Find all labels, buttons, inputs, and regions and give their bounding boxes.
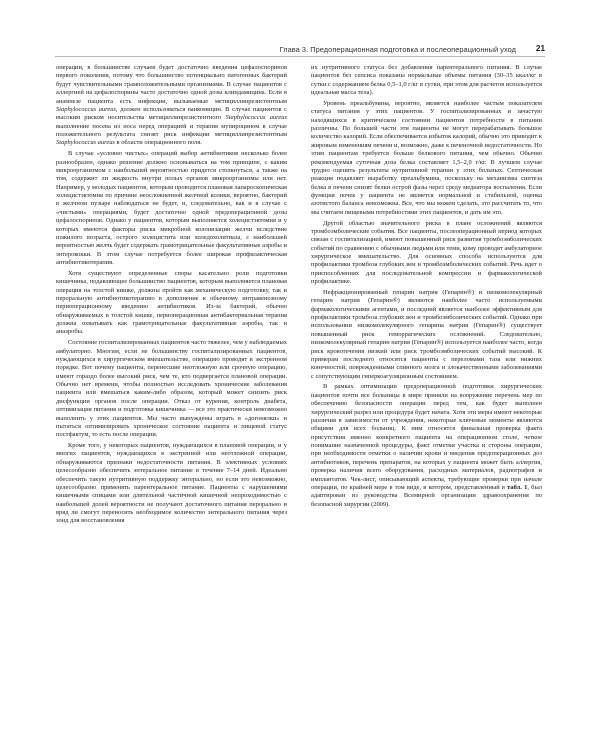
paragraph-text: В рамках оптимизации предоперационной подготовки хирургических пациентов почти все больницы в мире приняли на вооружение перечень мер по обеспечению безопасности операции перед тем, как будет выполнен хирургический разрез или процедура будет начата. Хотя эти меры имеют некоторые различия в зависимости от учреждения, некоторые ключевые моменты являются общими для всех больниц. К ним относятся финальная проверка факта присутствия именно конкретного пациента на операционном столе, четкое понимание назначенной процедуры, факт отметки участка и стороны операции, при необходимости отметки о наличии крови и введения предоперационных доз антибиотиков, перечень препаратов, на которых у пациента может быть аллергия, проверка наличия всего оборудования, расходных материалов, радиографов и имплантатов. Чек-лист, описывающий аспекты, требующие проверки при начале операции, по крайней мере в том виде, в котором, представленный в xyxy=(311,383,542,491)
paragraph xyxy=(56,64,287,148)
paragraph xyxy=(56,150,287,267)
paragraph-text: их нутритивного статуса без добавления парентерального питания. В случае пациентов без сепсиса показаны нормальные объемы питания (30–35 ккал/кг в сутки с содержанием белка 0,5–1,0 г/кг в сутки, при этом для расчетов используется идеальная масса тела). xyxy=(311,64,542,97)
paragraph-text: , должен использоваться ванкомицин. В случае пациентов с высоким риском носительства метициллинрезистентного xyxy=(56,105,287,122)
paragraph-text: , был адаптирован из руководства Всемирной организации здравоохранения по безопасной хирургии (2009). xyxy=(311,483,542,508)
paragraph-text: Нефракционированный гепарин натрия (Гепарин®) и низкомолекулярный гепарин натрия (Гепарин®) являются наиболее часто используемыми фармакологическими агентами, и последний является наиболее эффективным для профилактики тромбоза глубоких вен и тромбоэмболических событий. Однако при использовании низкомолекулярного гепарина натрия (Гепарин®) существует повышенный риск геморрагических осложнений. Следовательно, низкомолекулярный гепарин натрия (Гепарин®) используется наиболее часто, когда риск кровотечения низкий или риск тромбоэмболических событий высокий. К примерам последнего относятся пациенты с переломами таза или нижних конечностей, поврежденными спинного мозга и злокачественными заболеваниями с сопутствующим гиперкоагуляционным состоянием. xyxy=(311,288,542,380)
paragraph-text: выполнение посева из носа перед операцией и терапия мупироцином в случае положительного результата снизят риск инфекции метициллинрезистентным xyxy=(56,122,287,138)
paragraph-text: Уровень преальбумина, вероятно, является наиболее частым показателем статуса питания у этих пациентов. У госпитализированных и зачастую находящихся в критическом состоянии пациентов потребности в питании различны. По большей части эти пациенты не могут перерабатывать большое количество калорий. Если обеспечивается избыток калорий, обычно это приводит к жировым изменениям печени и, возможно, даже к печеночной недостаточности. Но этим пациентам требуется больше белкового питания, чем обычно. Обычно рекомендуемая суточная доза белка составляет 1,5–2,0 г/кг. В лучшем случае трудно оценить результаты нутритивной терапии у этих больных. Септическая реакция подавляет выработку преальбумина, поскольку на механизмы синтеза белка в печени снизят белки острой фазы через среду медиатора воспаления. Если функция почек у пациента не является нормальной и стабильной, оценка азотистого баланса невозможна. Все, что мы можем сделать, это рассчитать то, что мы считаем пищевыми потребностями этих пациентов, и дать им это. xyxy=(311,99,542,216)
paragraph xyxy=(311,383,542,509)
right-column xyxy=(311,64,542,509)
table-reference: табл. 1 xyxy=(507,483,528,491)
paragraph-text: Кроме того, у некоторых пациентов, нуждающихся в плановой операции, и у многих пациентов, нуждающихся в экстренной или неотложной операции, обнаруживаются признаки недостаточности питания. В элективных условиях целесообразно обеспечить энтеральное питание в течение 7–14 дней. Идеально обеспечить такую нутритивную поддержку энтерально, но если это невозможно, целесообразно применять парентеральное питание. Пациенты с нарушениями кишечными спицами или длительной частичной кишечной непроходимостью с наибольшей долей вероятности не получают достаточного питания перорально и вряд ли смогут переносить необходимое количество энтерального питания через зонд для восстановления xyxy=(56,442,287,525)
italic-term: Staphylococcus aureus xyxy=(56,139,115,147)
paragraph-text: Другой областью значительного риска в плане осложнений являются тромбоэмболические события. Все пациенты, послеоперационный период которых связан с госпитализацией, имеют повышенный риск развития тромбоэмболических событий по сравнению с обычными людьми или теми, кому проводят амбулаторное хирургическое вмешательство. Для основных способа используются для профилактики тромбоза глубоких вен и тромбоэмболических событий. Речь идет о приспособлениях для последовательной компрессии и фармакологической профилактике. xyxy=(311,219,542,286)
italic-term: Staphylococcus aureus xyxy=(225,114,287,122)
header-rule xyxy=(55,56,545,57)
paragraph xyxy=(311,220,542,287)
paragraph xyxy=(311,100,542,217)
paragraph xyxy=(56,339,287,440)
paragraph xyxy=(311,64,542,98)
paragraph-text: Состояние госпитализированных пациентов часто тяжелее, чем у наблюдаемых амбулаторно. Многим, если не большинству госпитализированных пациентов, нуждающихся в хирургическом вмешательстве, операцию проводят в экстренном порядке. Вот почему пациенты, перенесшие неотложную или срочную операцию, имеют гораздо более высокий риск, чем те, кто подвергается плановой операции. Обычно нет времени, чтобы полностью исследовать хронические заболевания пациента или вмешаться каким-либо образом, который может снизить риск дисфункции органов после операции. Отказ от курения, контроль диабета, оптимизация питания и подготовка кишечника — все это практически невозможно выполнить у этих пациентов. Мы часто вынуждены играть в «догонялки» и пытаться оптимизировать хроническое состояние пациента и пищевой статус постфактум, то есть после операции. xyxy=(56,339,288,439)
chapter-title: Глава 3. Предоперационная подготовка и послеоперационный уход xyxy=(279,45,516,54)
page-number: 21 xyxy=(535,44,545,53)
paragraph-text: В случае «условно чистых» операций выбор антибиотиков несколько более разнообразен, однако решение должно основываться на том принципе, с каким микроорганизмом с наибольшей вероятностью придется столкнуться, а также на том, содержит ли жидкость внутри полых органов микроорганизмы или нет. Например, у молодых пациентов, которым проводится плановая лапароскопическая холецистэктомия по причине неосложненной желчной колики, вероятно, бактерий в желчном пузыре наблюдаться не будет, и, следовательно, как и в случае с «чистыми» операциями, будет достаточно одной предоперационной дозы цефалоспоринов. Однако у пациентов, которым выполняется холецистэктомия и у которых имеются факторы риска микробной колонизации желчи вследствие пожилого возраста, острого холецистита или холедохолитиаза, с наибольшей вероятностью желчь будет содержать грамотрицательные факультативные аэробы и энтерококки. В этом случае потребуется более широкая профилактическая антибиотикотерапия. xyxy=(56,150,287,267)
italic-term: Staphylococcus aureus xyxy=(56,105,116,113)
page-header xyxy=(0,0,600,64)
paragraph-text: операции, в большинстве случаев будет достаточно введения цефалоспоринов первого поколения, потому что большинство потенциально патогенных бактерий будут чувствительными грамположительными организмами. В случае пациентов с аллергией на цефалоспорины часто достаточно одной дозы клиндамицина. Если в анамнезе пациента есть инфекции, вызываемые метициллинрезистентным xyxy=(56,64,287,105)
left-column xyxy=(56,64,287,526)
paragraph xyxy=(311,289,542,381)
paragraph-text: в области операционного поля. xyxy=(114,139,202,147)
paragraph xyxy=(56,442,287,526)
paragraph xyxy=(56,270,287,337)
paragraph-text: Хотя существуют определенные споры касательно роли подготовки кишечника, подавляющее большинство пациентов, которым выполняется плановая операция на толстой кишке, должны пройти как механическую подготовку, так и пероральную антибиотикотерапию в дополнение к обычному интравенозному периоперационному введению антибиотиков. Из-за бактерий, обычно обнаруживаемых в толстой кишке, периоперационная антибактериальная терапия должна охватывать как грамотрицательные факультативные аэробы, так и анаэробы. xyxy=(56,269,287,336)
